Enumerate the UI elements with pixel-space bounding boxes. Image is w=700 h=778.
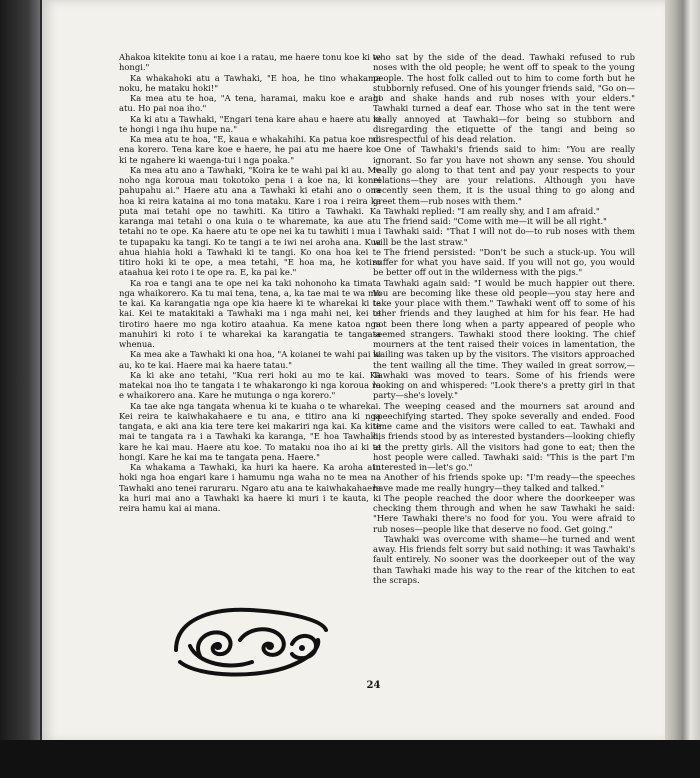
paragraph: Ka mea atu te hoa, "E, kaua e whakahihi. Ka patua koe mo ena korero. Tena kare koe e haere, he pai atu me haere koe ki te ngahere ki waenga-tui i nga poaka." — [119, 134, 381, 165]
english-text-column — [373, 52, 635, 585]
paragraph: Ahakoa kitekite tonu ai koe i a ratau, me haere tonu koe ki te hongi." — [119, 52, 381, 73]
page-number: 24 — [366, 680, 381, 691]
paragraph: who sat by the side of the dead. Tawhaki refused to rub noses with the old people; he went off to speak to the young people. The host folk called out to him to come forth but he stubbornly refused. One of his younger friends said, "Go on—go and shake hands and rub noses with your elders." Tawhaki turned a deaf ear. Those who sat in the tent were really annoyed at Tawhaki—for being so stubborn and disregarding the etiquette of the tangi and being so disrespectful of his dead relation. — [373, 52, 635, 144]
paragraph: Another of his friends spoke up: "I'm ready—the speeches have made me really hungry—they talked and talked." — [373, 472, 635, 493]
paragraph: Ka mea ake a Tawhaki ki ona hoa, "A koianei te wahi pai ki au, ko te kai. Haere mai ka haere tatau." — [119, 349, 381, 370]
paragraph: Ka mea atu ano a Tawhaki, "Koira ke te wahi pai ki au. Me noho nga koroua mau tokotoko pena i a koe na, ki konei pahupahu ai." Haere atu ana a Tawhaki ki etahi ano o ona hoa ki reira kataina ai mo tona mataku. Kare i roa i reira ka puta mai tetahi ope no tawhiti. Ka titiro a Tawhaki. Ka karanga mai tetahi o ona kuia o te wharemate, ka aue atu tetahi no te ope. Ka haere atu te ope nei ka tu tawhiti i mua i te tupapaku ka tangi. Ko te tangi a te iwi nei aroha ana. Kua ahua hiahia hoki a Tawhaki ki te tangi. Ko ona hoa kei te titiro hoki ki te ope, a mea tetahi, "E hoa ma, he kotiro ataahua kei roto i te ope ra. E, ka pai ke." — [119, 164, 381, 278]
scan-facing-page-edge — [662, 0, 700, 778]
paragraph: One of Tawhaki's friends said to him: "You are really ignorant. So far you have not shown any sense. You should really go along to that tent and pay your respects to your relations—they are your relations. Although you have recently seen them, it is the usual thing to go along and greet them—rub noses with them." — [373, 144, 635, 206]
paragraph: Ka ki ake ano tetahi, "Kua reri hoki au mo te kai. Ka matekai noa iho te tangata i te whakarongo ki nga koroua ra e whaikorero ana. Kare he mutunga o nga korero." — [119, 369, 381, 401]
paragraph: Tawhaki said: "That I will not do—to rub noses with them will be the last straw." — [373, 226, 635, 247]
paragraph: Tawhaki replied: "I am really shy, and I am afraid." — [384, 205, 600, 216]
paragraph: Ka mea atu te hoa, "A tena, haramai, maku koe e arahi atu. Ho pai noa iho." — [119, 93, 381, 114]
paragraph: The friend persisted: "Don't be such a stuck-up. You will suffer for what you have said. If you will not go, you would be better off out in the wilderness with the pigs." — [373, 246, 635, 278]
paragraph: Ka ki atu a Tawhaki, "Engari tena kare ahau e haere atu ki te hongi i nga ihu hupe na." — [119, 113, 381, 134]
paragraph: The weeping ceased and the mourners sat around and speechifying started. They spoke severally and ended. Food time came and the visitors were called to eat. Tawhaki and his friends stood by as interested bystanders—looking chiefly at the pretty girls. All the visitors had gone to eat; then the host people were called. Tawhaki said: "This is the part I'm interested in—let's go." — [373, 400, 635, 472]
document-page — [42, 0, 665, 742]
scan-binding-shadow — [0, 0, 40, 778]
paragraph: Ka whakama a Tawhaki, ka huri ka haere. Ka aroha atu hoki nga hoa engari kare i hamumu nga waha no te mea na Tawhaki ano tenei raruraru. Ngaro atu ana te kaiwhakahaere ka huri mai ano a Tawhaki ka haere ki muri i te kauta, ki reira hamu kai ai mana. — [119, 462, 381, 513]
koru-scroll-ornament-icon — [170, 600, 330, 680]
paragraph: Ka roa e tangi ana te ope nei ka taki nohonoho ka timata nga whaikorero. Ka tu mai tena, tena, a, ka tae mai te wa mo te kai. Ka karangatia nga ope kia haere ki te wharekai ki te kai. Kei te matakitaki a Tawhaki ma i nga mahi nei, kei te tirotiro haere mo nga kotiro ataahua. Ka mene katoa nga manuhiri ki roto i te wharekai ka karangatia te tangata whenua. — [119, 277, 381, 349]
paragraph: The people reached the door where the doorkeeper was checking them through and when he saw Tawhaki he said: "Here Tawhaki there's no food for you. You were afraid to rub noses—people like that deserve no food. Get going." — [373, 492, 635, 534]
maori-text-column — [119, 52, 381, 513]
paragraph: Ka whakahoki atu a Tawhaki, "E hoa, he tino whakama noku, he mataku hoki!" — [119, 72, 381, 93]
paragraph: Tawhaki again said: "I would be much happier out there. You are becoming like these old people—you stay here and take your place with them." Tawhaki went off to some of his other friends and they laughed at him for his fear. He had not been there long when a party appeared of people who seemed strangers. Tawhaki stood there looking. The chief mourners at the tent raised their voices in lamentation, the wailing was taken up by the visitors. The visitors approached the tent wailing all the time. They wailed in great sorrow,—Tawhaki was moved to tears. Some of his friends were looking on and whispered: "Look there's a pretty girl in that party—she's lovely." — [373, 277, 635, 401]
paragraph: The friend said: "Come with me—it will be all right." — [384, 216, 607, 226]
paragraph: Ka tae ake nga tangata whenua ki te kuaha o te wharekai. Kei reira te kaiwhakahaere e tu ana, e titiro ana ki nga tangata, e aki ana kia tere tere kei makariri nga kai. Ka kite mai te tangata ra i a Tawhaki ka karanga, "E hoa Tawhaki, kare he kai mau. Haere atu koe. To mataku noa iho ai ki te hongi. Kare he kai ma te tangata pena. Haere." — [119, 400, 381, 462]
paragraph: Tawhaki was overcome with shame—he turned and went away. His friends felt sorry but said nothing: it was Tawhaki's fault entirely. No sooner was the doorkeeper out of the way than Tawhaki made his way to the rear of the kitchen to eat the scraps. — [373, 533, 635, 585]
scan-bottom-edge — [0, 740, 700, 778]
